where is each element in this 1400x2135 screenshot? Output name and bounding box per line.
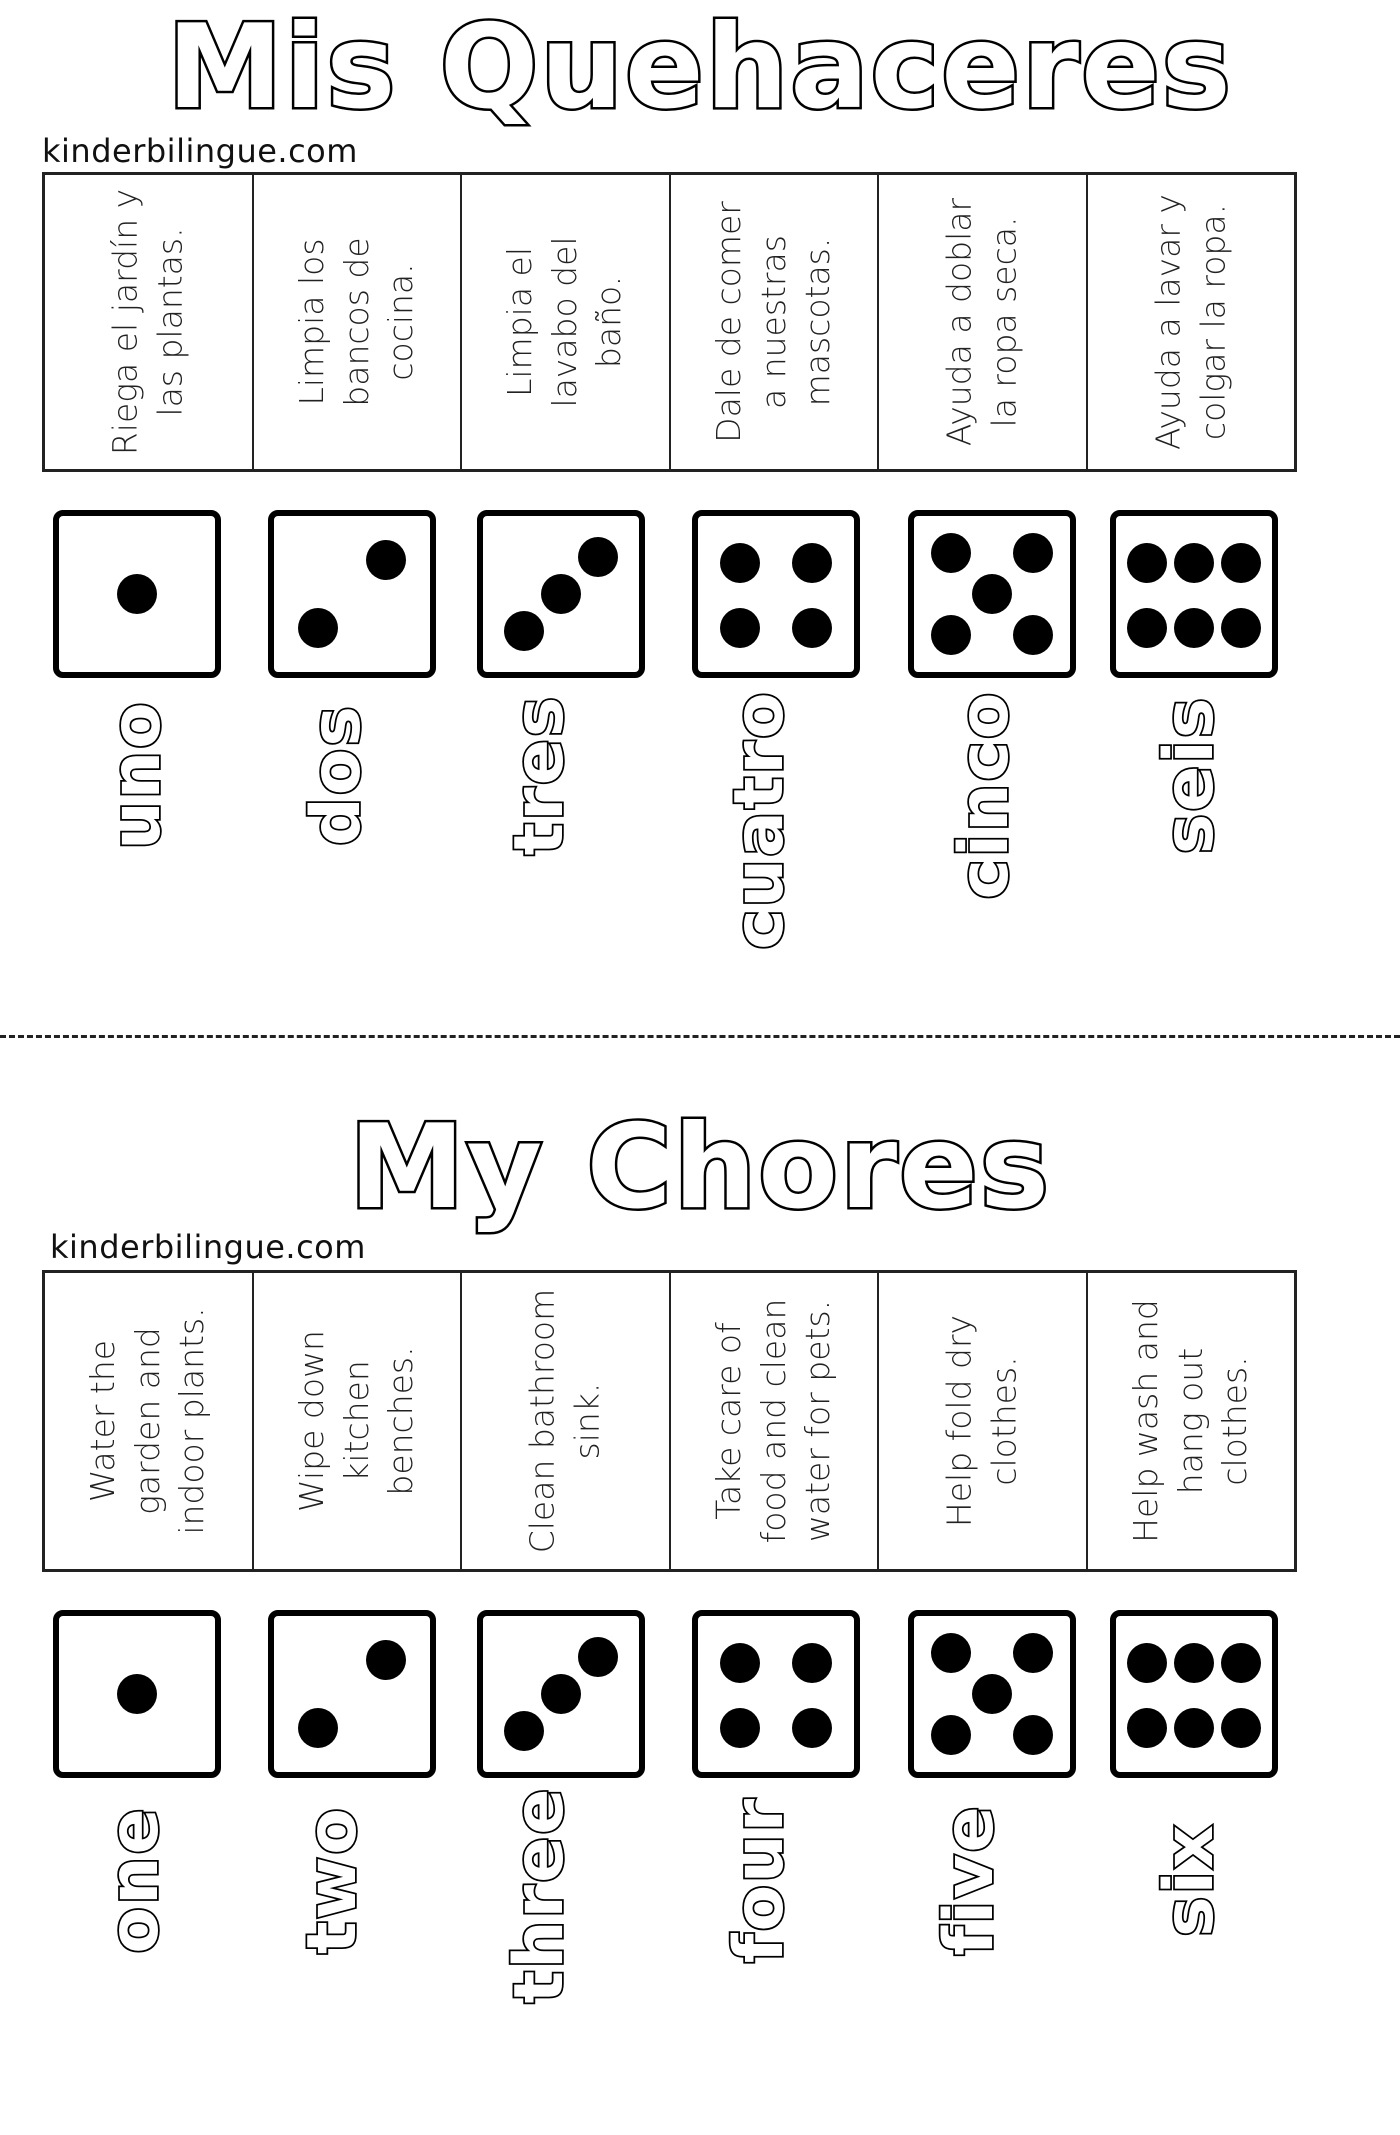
chore-text: Limpia los bancos de cocina. xyxy=(291,237,421,407)
chore-cell xyxy=(252,175,461,469)
number-word: four xyxy=(720,1796,799,1964)
title-english: My Chores xyxy=(349,1100,1051,1235)
number-word: two xyxy=(293,1805,372,1955)
chore-text: Clean bathroom sink. xyxy=(522,1288,607,1554)
die-pip xyxy=(1013,1715,1053,1755)
chore-cell xyxy=(45,1273,252,1569)
chores-table-english xyxy=(42,1270,1297,1572)
number-word: three xyxy=(500,1786,579,2004)
number-word: uno xyxy=(97,700,176,850)
number-word: dos xyxy=(297,704,376,846)
cut-line xyxy=(0,1035,1400,1038)
chore-cell xyxy=(669,175,878,469)
site-label-top: kinderbilingue.com xyxy=(42,132,358,170)
die-pip xyxy=(792,543,832,583)
chore-cell xyxy=(877,1273,1086,1569)
number-word: one xyxy=(95,1806,174,1954)
chore-cell xyxy=(45,175,252,469)
chore-text: Dale de comer a nuestras mascotas. xyxy=(708,201,838,443)
number-word: cinco xyxy=(945,690,1024,900)
chore-text: Limpia el lavabo del baño. xyxy=(500,236,629,408)
number-word: cuatro xyxy=(720,690,799,950)
chore-text: Wipe down kitchen benches. xyxy=(291,1330,421,1512)
die-pip xyxy=(720,543,760,583)
chore-text: Take care of food and clean water for pets. xyxy=(708,1298,838,1544)
die-pip xyxy=(1013,1633,1053,1673)
number-word: seis xyxy=(1150,695,1229,855)
chore-text: Riega el jardín y las plantas. xyxy=(105,188,190,456)
chore-text: Ayuda a doblar la ropa seca. xyxy=(939,197,1024,447)
chore-cell xyxy=(460,175,669,469)
number-word: six xyxy=(1150,1823,1229,1937)
site-label-bottom: kinderbilingue.com xyxy=(50,1228,366,1266)
number-word: tres xyxy=(500,694,579,856)
chore-text: Water the garden and indoor plants. xyxy=(83,1307,212,1535)
chore-text: Help fold dry clothes. xyxy=(939,1314,1024,1528)
chores-table-spanish xyxy=(42,172,1297,472)
chore-text: Ayuda a lavar y colgar la ropa. xyxy=(1148,194,1232,450)
chore-cell xyxy=(1086,175,1295,469)
number-word: five xyxy=(930,1804,1009,1956)
chore-cell xyxy=(877,175,1086,469)
chore-cell xyxy=(1086,1273,1295,1569)
chore-cell xyxy=(669,1273,878,1569)
chore-cell xyxy=(252,1273,461,1569)
chore-cell xyxy=(460,1273,669,1569)
chore-text: Help wash and hang out clothes. xyxy=(1125,1299,1255,1543)
title-spanish: Mis Quehaceres xyxy=(167,0,1233,135)
